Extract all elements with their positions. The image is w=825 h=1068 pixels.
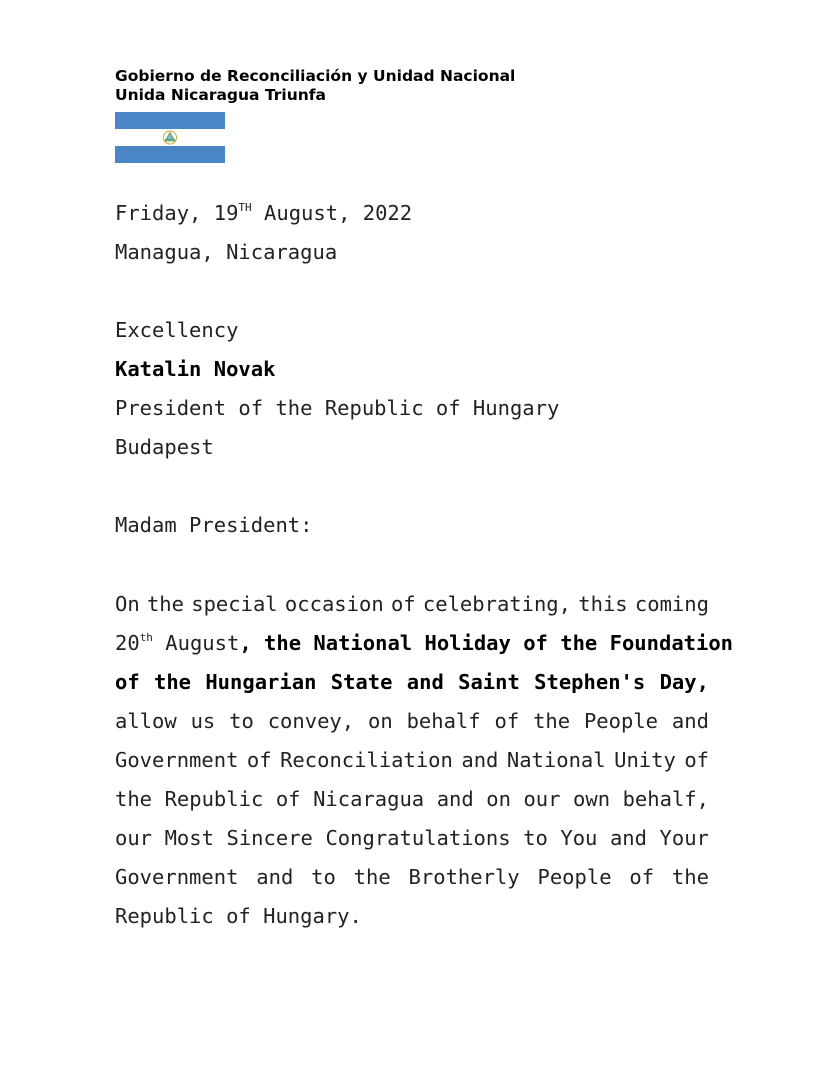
body-word: allow [115, 709, 177, 733]
recipient-name: Katalin Novak [115, 357, 276, 381]
body-word: on [486, 787, 511, 811]
body-word: us [190, 709, 216, 733]
body-word: own [573, 787, 611, 811]
body-word: of [275, 787, 301, 811]
body-word: to [523, 826, 548, 850]
body-word: of [115, 670, 140, 694]
body-word: Hungarian [205, 670, 317, 694]
body-day-ordinal: th [139, 631, 153, 644]
body-word: behalf, [622, 787, 709, 811]
body-line [115, 628, 734, 667]
body-word: this [578, 592, 628, 616]
body-word: Your [659, 826, 709, 850]
body-word: the [671, 865, 709, 889]
letter-place: Managua, Nicaragua [115, 240, 338, 264]
body-word: Reconciliation [280, 748, 453, 772]
body-word: our [115, 826, 153, 850]
body-word: of [390, 592, 416, 616]
body-word: Congratulations [325, 826, 511, 850]
body-word: Government [115, 748, 239, 772]
body-word: Saint [458, 670, 520, 694]
letter-date [115, 201, 412, 225]
body-line [115, 667, 709, 706]
body-day-number: 20 [115, 631, 140, 655]
body-line [115, 784, 709, 823]
body-word: Most [164, 826, 214, 850]
body-word: National [506, 748, 606, 772]
body-word: Day, [659, 670, 709, 694]
date-ordinal: TH [238, 201, 252, 214]
letter-body [115, 589, 734, 940]
body-word: celebrating, [422, 592, 571, 616]
body-word: of [494, 709, 520, 733]
body-word: Stephen's [534, 670, 646, 694]
letter-greeting: Madam President: [115, 513, 313, 537]
body-word: of [629, 865, 655, 889]
body-word: the [115, 787, 153, 811]
body-month: August [152, 631, 240, 655]
body-word: People [583, 709, 659, 733]
body-word: special [191, 592, 278, 616]
nicaragua-flag-icon [115, 112, 225, 163]
body-word: Sincere [226, 826, 313, 850]
body-word: You [560, 826, 598, 850]
body-word: and [406, 670, 444, 694]
body-word: Government [115, 865, 239, 889]
letterhead-line-2: Unida Nicaragua Triunfa [115, 86, 327, 104]
body-word: and [256, 865, 294, 889]
letterhead [115, 67, 515, 105]
body-holiday-name: , the National Holiday of the Foundation [239, 631, 734, 655]
recipient-city: Budapest [115, 435, 214, 459]
body-word: to [229, 709, 254, 733]
body-word: behalf [406, 709, 481, 733]
recipient-title: Excellency [115, 318, 239, 342]
body-word: of [246, 748, 272, 772]
body-line [115, 823, 709, 862]
body-word: State [330, 670, 393, 694]
body-word: on [368, 709, 393, 733]
body-line [115, 862, 709, 901]
body-line [115, 589, 709, 628]
date-month-year: August, 2022 [251, 201, 413, 225]
body-word: convey, [267, 709, 355, 733]
body-word: Brotherly [408, 865, 520, 889]
letterhead-line-1: Gobierno de Reconciliación y Unidad Nacional [115, 67, 516, 85]
body-line: Republic of Hungary. [115, 904, 362, 928]
date-day: Friday, 19 [115, 201, 239, 225]
body-word: the [146, 592, 184, 616]
body-word: and [671, 709, 709, 733]
body-word: occasion [284, 592, 384, 616]
body-word: to [311, 865, 336, 889]
body-line [115, 706, 709, 745]
body-word: the [353, 865, 391, 889]
body-word: and [461, 748, 499, 772]
body-word: Republic [164, 787, 264, 811]
body-word: our [523, 787, 561, 811]
recipient-position: President of the Republic of Hungary [115, 396, 560, 420]
body-word: the [533, 709, 571, 733]
body-word: coming [634, 592, 709, 616]
body-word: the [154, 670, 192, 694]
body-line [115, 745, 709, 784]
body-word: Unity [614, 748, 676, 772]
body-word: and [609, 826, 647, 850]
body-word: of [684, 748, 709, 772]
body-word: and [436, 787, 474, 811]
body-word: Nicaragua [313, 787, 425, 811]
body-word: On [115, 592, 140, 616]
body-word: People [537, 865, 612, 889]
